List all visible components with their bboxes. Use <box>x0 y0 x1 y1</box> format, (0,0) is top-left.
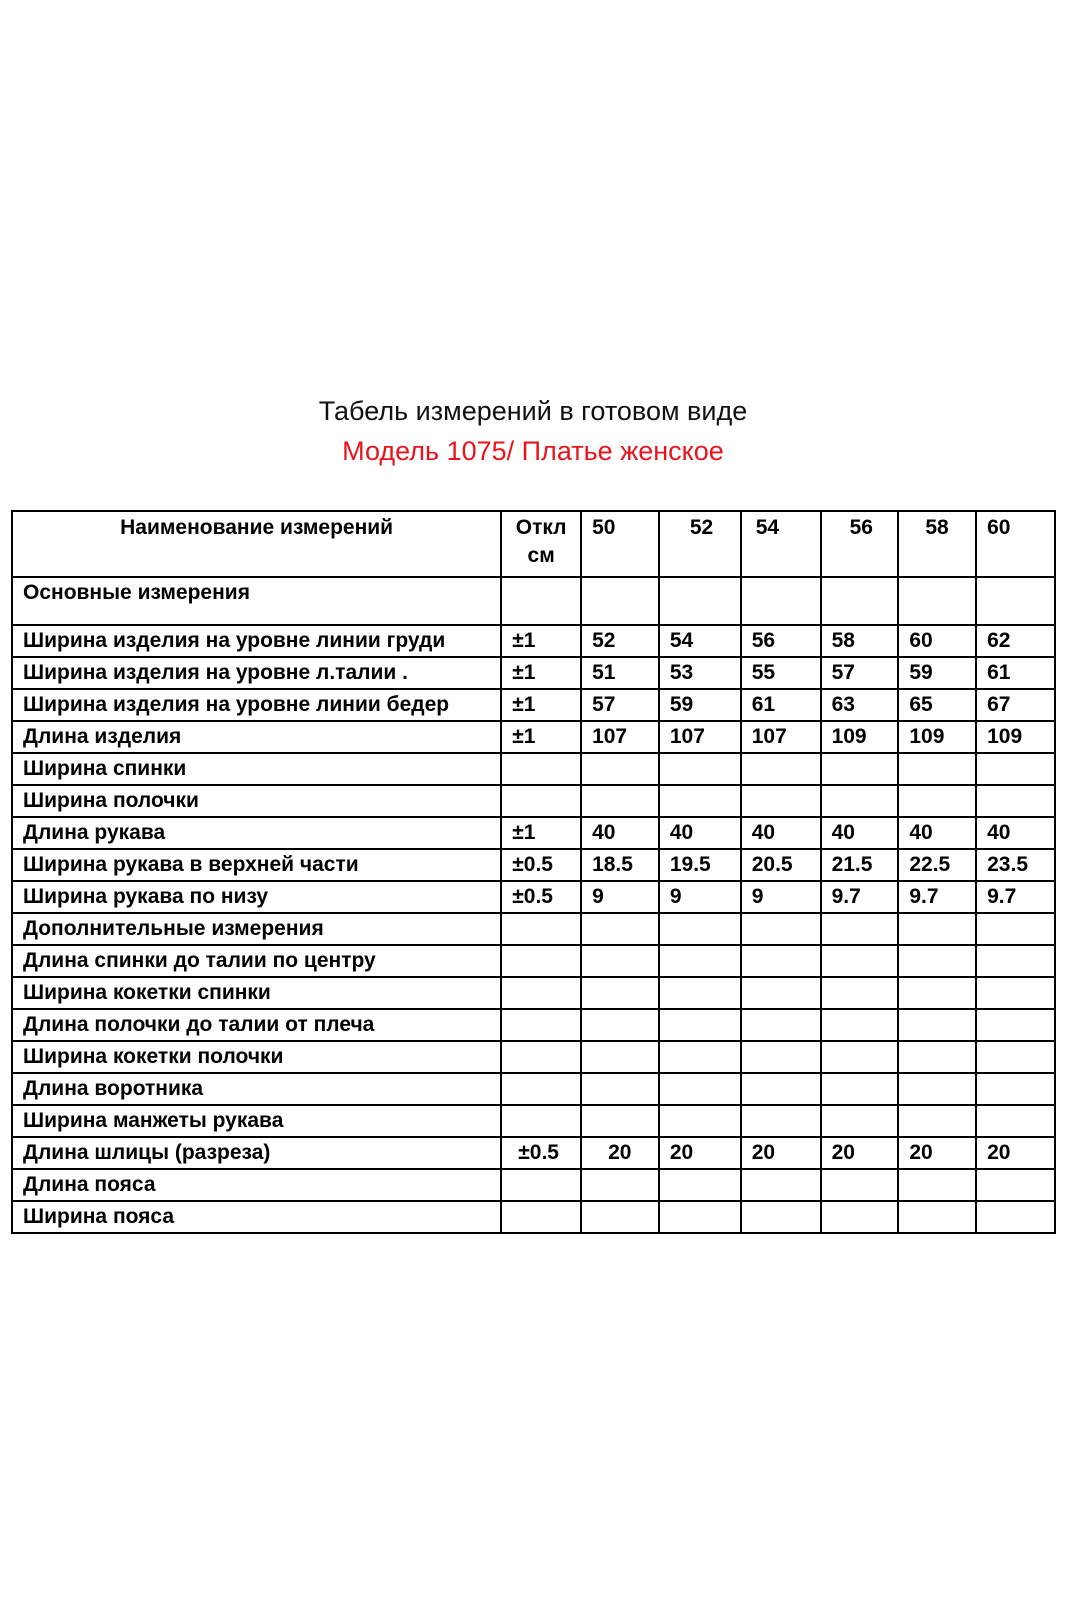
size-value-cell <box>581 753 659 785</box>
size-value-cell: 55 <box>741 657 821 689</box>
measurement-name-cell: Ширина кокетки спинки <box>12 977 501 1009</box>
table-row <box>12 1169 1055 1201</box>
size-value-cell <box>898 913 976 945</box>
size-value-cell <box>821 1169 899 1201</box>
size-value-cell: 40 <box>659 817 741 849</box>
table-row <box>12 1201 1055 1233</box>
size-value-cell <box>659 1041 741 1073</box>
size-value-cell <box>741 1105 821 1137</box>
size-value-cell <box>741 1041 821 1073</box>
size-value-cell <box>976 753 1055 785</box>
size-value-cell: 65 <box>898 689 976 721</box>
size-value-cell: 107 <box>581 721 659 753</box>
size-value-cell <box>581 977 659 1009</box>
header-tolerance-line1: Откл <box>515 516 567 539</box>
measurement-name-cell: Дополнительные измерения <box>12 913 501 945</box>
size-value-cell <box>659 913 741 945</box>
table-row <box>12 1073 1055 1105</box>
size-value-cell <box>976 1201 1055 1233</box>
size-value-cell <box>741 913 821 945</box>
size-value-cell <box>821 977 899 1009</box>
measurement-name-cell: Ширина спинки <box>12 753 501 785</box>
table-row <box>12 721 1055 753</box>
size-value-cell: 20.5 <box>741 849 821 881</box>
table-row <box>12 577 1055 625</box>
size-value-cell <box>659 1201 741 1233</box>
size-value-cell <box>821 1009 899 1041</box>
measurement-name-cell: Длина спинки до талии по центру <box>12 945 501 977</box>
size-value-cell: 109 <box>898 721 976 753</box>
tolerance-cell: ±1 <box>501 657 581 689</box>
size-value-cell: 61 <box>976 657 1055 689</box>
tolerance-cell <box>501 1009 581 1041</box>
tolerance-cell: ±0.5 <box>501 1137 581 1169</box>
measurement-name-cell: Длина изделия <box>12 721 501 753</box>
tolerance-cell <box>501 913 581 945</box>
size-value-cell: 18.5 <box>581 849 659 881</box>
table-row <box>12 881 1055 913</box>
size-value-cell <box>741 945 821 977</box>
size-value-cell <box>821 1201 899 1233</box>
measurement-name-cell: Длина полочки до талии от плеча <box>12 1009 501 1041</box>
size-value-cell: 109 <box>976 721 1055 753</box>
tolerance-cell: ±0.5 <box>501 849 581 881</box>
size-value-cell: 19.5 <box>659 849 741 881</box>
size-value-cell <box>898 1169 976 1201</box>
size-value-cell: 20 <box>821 1137 899 1169</box>
tolerance-cell <box>501 945 581 977</box>
tolerance-cell <box>501 977 581 1009</box>
size-value-cell: 9 <box>741 881 821 913</box>
measurement-name-cell: Ширина манжеты рукава <box>12 1105 501 1137</box>
tolerance-cell: ±1 <box>501 625 581 657</box>
size-value-cell <box>659 977 741 1009</box>
table-row <box>12 977 1055 1009</box>
size-value-cell: 107 <box>741 721 821 753</box>
tolerance-cell <box>501 785 581 817</box>
measurements-table <box>11 510 1056 1234</box>
size-value-cell: 21.5 <box>821 849 899 881</box>
size-value-cell: 23.5 <box>976 849 1055 881</box>
size-value-cell: 20 <box>976 1137 1055 1169</box>
size-value-cell: 63 <box>821 689 899 721</box>
table-row <box>12 945 1055 977</box>
table-row <box>12 1137 1055 1169</box>
size-value-cell <box>659 945 741 977</box>
size-value-cell <box>581 1201 659 1233</box>
size-value-cell: 9 <box>659 881 741 913</box>
table-header-row <box>12 511 1055 577</box>
size-value-cell <box>898 753 976 785</box>
table-row <box>12 1105 1055 1137</box>
size-value-cell <box>898 785 976 817</box>
size-value-cell: 22.5 <box>898 849 976 881</box>
tolerance-cell: ±1 <box>501 817 581 849</box>
measurement-name-cell: Ширина изделия на уровне л.талии . <box>12 657 501 689</box>
size-value-cell <box>741 1201 821 1233</box>
tolerance-cell: ±1 <box>501 721 581 753</box>
size-value-cell <box>821 785 899 817</box>
size-value-cell <box>821 913 899 945</box>
tolerance-cell <box>501 1169 581 1201</box>
size-value-cell <box>976 785 1055 817</box>
size-value-cell: 59 <box>898 657 976 689</box>
size-value-cell <box>741 785 821 817</box>
size-value-cell: 20 <box>898 1137 976 1169</box>
size-value-cell: 54 <box>659 625 741 657</box>
size-value-cell <box>976 1009 1055 1041</box>
size-value-cell: 40 <box>898 817 976 849</box>
size-value-cell: 40 <box>821 817 899 849</box>
size-value-cell <box>898 1073 976 1105</box>
size-value-cell <box>741 1073 821 1105</box>
size-value-cell: 60 <box>898 625 976 657</box>
measurement-name-cell: Ширина рукава в верхней части <box>12 849 501 881</box>
size-value-cell <box>741 1169 821 1201</box>
size-value-cell <box>898 977 976 1009</box>
tolerance-cell: ±0.5 <box>501 881 581 913</box>
size-value-cell <box>581 913 659 945</box>
measurement-name-cell: Длина воротника <box>12 1073 501 1105</box>
header-tolerance-line2: см <box>527 544 555 567</box>
size-value-cell: 9 <box>581 881 659 913</box>
size-value-cell <box>976 1105 1055 1137</box>
size-value-cell: 20 <box>581 1137 659 1169</box>
measurement-name-cell: Ширина полочки <box>12 785 501 817</box>
size-value-cell: 20 <box>741 1137 821 1169</box>
size-value-cell <box>741 577 821 625</box>
tolerance-cell <box>501 753 581 785</box>
size-value-cell: 9.7 <box>821 881 899 913</box>
tolerance-cell: ±1 <box>501 689 581 721</box>
size-value-cell <box>741 977 821 1009</box>
size-value-cell: 53 <box>659 657 741 689</box>
size-value-cell <box>659 577 741 625</box>
size-value-cell: 59 <box>659 689 741 721</box>
size-value-cell <box>659 785 741 817</box>
size-value-cell <box>741 1009 821 1041</box>
table-row <box>12 849 1055 881</box>
header-size-cell: 56 <box>821 511 899 577</box>
size-value-cell: 20 <box>659 1137 741 1169</box>
page-title: Табель измерений в готовом виде <box>318 396 748 426</box>
size-value-cell <box>659 1009 741 1041</box>
size-value-cell: 40 <box>976 817 1055 849</box>
size-value-cell: 107 <box>659 721 741 753</box>
table-row <box>12 913 1055 945</box>
size-value-cell <box>976 1041 1055 1073</box>
measurement-name-cell: Длина пояса <box>12 1169 501 1201</box>
size-value-cell <box>976 577 1055 625</box>
size-value-cell <box>898 945 976 977</box>
size-value-cell <box>898 1041 976 1073</box>
table-row <box>12 785 1055 817</box>
size-value-cell: 52 <box>581 625 659 657</box>
size-value-cell <box>581 785 659 817</box>
size-value-cell <box>581 577 659 625</box>
size-value-cell <box>898 1201 976 1233</box>
tolerance-cell <box>501 577 581 625</box>
size-value-cell <box>659 1169 741 1201</box>
header-size-cell: 50 <box>581 511 659 577</box>
model-subtitle: Модель 1075/ Платье женское <box>342 436 724 466</box>
table-row <box>12 817 1055 849</box>
size-value-cell <box>581 1073 659 1105</box>
measurement-name-cell: Ширина кокетки полочки <box>12 1041 501 1073</box>
size-value-cell <box>581 1169 659 1201</box>
table-row <box>12 625 1055 657</box>
size-value-cell: 67 <box>976 689 1055 721</box>
measurement-name-cell: Основные измерения <box>12 577 501 625</box>
header-size-cell: 54 <box>741 511 821 577</box>
measurement-name-cell: Ширина изделия на уровне линии груди <box>12 625 501 657</box>
table-row <box>12 1009 1055 1041</box>
size-value-cell <box>659 1105 741 1137</box>
size-value-cell <box>976 977 1055 1009</box>
table-row <box>12 657 1055 689</box>
size-value-cell <box>821 753 899 785</box>
size-value-cell <box>581 1009 659 1041</box>
table-row <box>12 689 1055 721</box>
size-value-cell <box>821 1041 899 1073</box>
tolerance-cell <box>501 1201 581 1233</box>
size-value-cell: 56 <box>741 625 821 657</box>
size-value-cell <box>976 913 1055 945</box>
size-value-cell: 40 <box>741 817 821 849</box>
size-value-cell <box>741 753 821 785</box>
size-value-cell <box>659 1073 741 1105</box>
size-value-cell: 62 <box>976 625 1055 657</box>
header-tolerance-cell <box>501 511 581 577</box>
size-value-cell <box>821 1073 899 1105</box>
measurement-name-cell: Ширина пояса <box>12 1201 501 1233</box>
size-value-cell: 109 <box>821 721 899 753</box>
size-value-cell <box>976 1073 1055 1105</box>
table-row <box>12 1041 1055 1073</box>
size-value-cell <box>581 945 659 977</box>
size-value-cell <box>581 1041 659 1073</box>
size-value-cell: 40 <box>581 817 659 849</box>
size-value-cell: 9.7 <box>976 881 1055 913</box>
size-value-cell <box>976 945 1055 977</box>
size-value-cell <box>821 577 899 625</box>
measurement-name-cell: Ширина рукава по низу <box>12 881 501 913</box>
size-value-cell <box>898 577 976 625</box>
size-value-cell <box>976 1169 1055 1201</box>
measurement-name-cell: Ширина изделия на уровне линии бедер <box>12 689 501 721</box>
header-size-cell: 60 <box>976 511 1055 577</box>
size-value-cell <box>821 945 899 977</box>
size-value-cell: 51 <box>581 657 659 689</box>
size-value-cell: 58 <box>821 625 899 657</box>
size-value-cell <box>898 1105 976 1137</box>
size-value-cell: 57 <box>581 689 659 721</box>
header-name-cell: Наименование измерений <box>12 511 501 577</box>
size-value-cell <box>898 1009 976 1041</box>
size-value-cell: 61 <box>741 689 821 721</box>
tolerance-cell <box>501 1073 581 1105</box>
size-value-cell <box>581 1105 659 1137</box>
tolerance-cell <box>501 1105 581 1137</box>
tolerance-cell <box>501 1041 581 1073</box>
measurement-name-cell: Длина рукава <box>12 817 501 849</box>
size-value-cell: 9.7 <box>898 881 976 913</box>
size-value-cell: 57 <box>821 657 899 689</box>
table-row <box>12 753 1055 785</box>
size-value-cell <box>821 1105 899 1137</box>
header-size-cell: 52 <box>659 511 741 577</box>
header-size-cell: 58 <box>898 511 976 577</box>
size-value-cell <box>659 753 741 785</box>
measurement-name-cell: Длина шлицы (разреза) <box>12 1137 501 1169</box>
